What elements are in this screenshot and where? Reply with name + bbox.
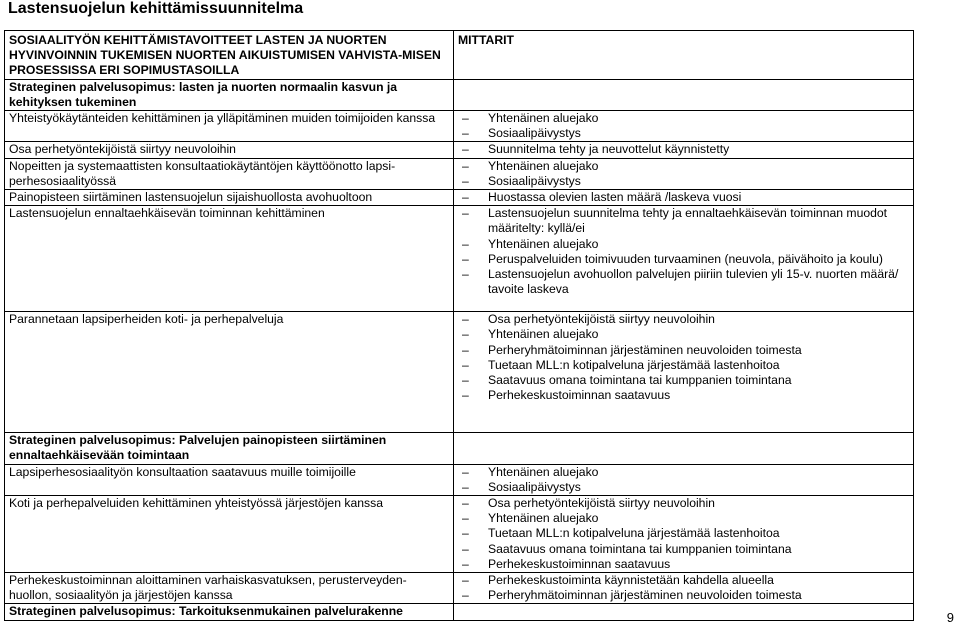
metric-text: Perhekeskustoiminnan saatavuus xyxy=(488,556,671,571)
metric-text: Yhtenäinen aluejako xyxy=(488,511,599,526)
metric-item xyxy=(458,327,909,342)
dash-bullet-icon: – xyxy=(462,111,469,126)
dash-bullet-icon: – xyxy=(462,588,469,603)
metric-text: Saatavuus omana toimintana tai kumppanien toimintana xyxy=(488,541,792,556)
table-row xyxy=(5,464,914,495)
section-row xyxy=(5,79,914,110)
metric-text: Perheryhmätoiminnan järjestäminen neuvoloiden toimesta xyxy=(488,588,802,603)
dash-bullet-icon: – xyxy=(462,173,469,188)
goal-cell: Nopeitten ja systemaattisten konsultaatiokäytäntöjen käyttöönotto lapsi-perhesosiaalityössä xyxy=(5,158,454,189)
metric-text: Sosiaalipäivystys xyxy=(488,126,581,141)
metric-item xyxy=(458,252,909,267)
metric-text: Perhekeskustoiminta käynnistetään kahdella alueella xyxy=(488,573,774,588)
metric-text: Sosiaalipäivystys xyxy=(488,479,581,494)
metric-text: Perheryhmätoiminnan järjestäminen neuvoloiden toimesta xyxy=(488,342,802,357)
table-row xyxy=(5,573,914,604)
dash-bullet-icon: – xyxy=(462,541,469,556)
metric-item xyxy=(458,373,909,388)
header-metrics-cell: MITTARIT xyxy=(454,31,914,80)
metric-item xyxy=(458,126,909,141)
dash-bullet-icon: – xyxy=(462,236,469,251)
metric-text: Lastensuojelun suunnitelma tehty ja ennaltaehkäisevän toiminnan muodot määritelty: kyllä/ei xyxy=(488,206,888,236)
metric-item xyxy=(458,573,909,588)
metric-item xyxy=(458,343,909,358)
metric-text: Lastensuojelun avohuollon palvelujen piiriin tulevien yli 15-v. nuorten määrä/ tavoite laskeva xyxy=(488,267,899,297)
dash-bullet-icon: – xyxy=(462,573,469,588)
dash-bullet-icon: – xyxy=(462,327,469,342)
goal-cell: Koti ja perhepalveluiden kehittäminen yhteistyössä järjestöjen kanssa xyxy=(5,496,454,573)
dash-bullet-icon: – xyxy=(462,267,469,282)
dash-bullet-icon: – xyxy=(462,142,469,157)
dash-bullet-icon: – xyxy=(462,388,469,403)
dash-bullet-icon: – xyxy=(462,511,469,526)
page-title: Lastensuojelun kehittämissuunnitelma xyxy=(8,0,304,17)
metric-item xyxy=(458,174,909,189)
metrics-cell xyxy=(454,79,914,110)
table-row xyxy=(5,190,914,206)
metric-item xyxy=(458,237,909,252)
dash-bullet-icon: – xyxy=(462,312,469,327)
metric-text: Yhtenäinen aluejako xyxy=(488,111,599,126)
metrics-cell xyxy=(454,158,914,189)
dash-bullet-icon: – xyxy=(462,496,469,511)
table-row xyxy=(5,142,914,158)
metric-text: Yhtenäinen aluejako xyxy=(488,236,599,251)
table-row xyxy=(5,111,914,142)
metric-item xyxy=(458,142,909,157)
section-row xyxy=(5,433,914,464)
metric-item xyxy=(458,312,909,327)
metric-item xyxy=(458,465,909,480)
metric-text: Tuetaan MLL:n kotipalveluna järjestämää lastenhoitoa xyxy=(488,526,780,541)
page-number: 9 xyxy=(946,610,954,625)
goal-cell: Painopisteen siirtäminen lastensuojelun sijaishuollosta avohuoltoon xyxy=(5,190,454,206)
metric-text: Perhekeskustoiminnan saatavuus xyxy=(488,388,671,403)
metrics-cell xyxy=(454,464,914,495)
metrics-cell xyxy=(454,206,914,312)
metric-item xyxy=(458,526,909,541)
metric-item xyxy=(458,542,909,557)
metric-item xyxy=(458,557,909,572)
metric-text: Osa perhetyöntekijöistä siirtyy neuvoloihin xyxy=(488,312,715,327)
dash-bullet-icon: – xyxy=(462,190,469,205)
section-heading-cell: Strateginen palvelusopimus: Palvelujen painopisteen siirtäminen ennaltaehkäisevään toimintaan xyxy=(5,433,454,464)
metric-text: Peruspalveluiden toimivuuden turvaaminen (neuvola, päivähoito ja koulu) xyxy=(488,251,883,266)
metrics-cell xyxy=(454,433,914,464)
metric-text: Yhtenäinen aluejako xyxy=(488,327,599,342)
metrics-list xyxy=(458,142,909,157)
metric-item xyxy=(458,358,909,373)
table-body xyxy=(5,31,914,621)
development-plan-table xyxy=(4,30,914,621)
dash-bullet-icon: – xyxy=(462,526,469,541)
table-row xyxy=(5,312,914,433)
metrics-cell xyxy=(454,496,914,573)
dash-bullet-icon: – xyxy=(462,357,469,372)
dash-bullet-icon: – xyxy=(462,464,469,479)
metrics-list xyxy=(458,159,909,189)
section-row xyxy=(5,604,914,620)
metric-text: Suunnitelma tehty ja neuvottelut käynnistetty xyxy=(488,142,730,157)
metric-item xyxy=(458,190,909,205)
metric-item xyxy=(458,588,909,603)
header-goals-cell: SOSIAALITYÖN KEHITTÄMISTAVOITTEET LASTEN JA NUORTEN HYVINVOINNIN TUKEMISEN NUORTEN AIKUISTUMISEN VAHVISTA-MISEN PROSESSISSA ERI SOPIMUSTASOILLA xyxy=(5,31,454,80)
goal-cell: Perhekeskustoiminnan aloittaminen varhaiskasvatuksen, perusterveyden-huollon, sosiaalityön ja järjestöjen kanssa xyxy=(5,573,454,604)
table-row xyxy=(5,496,914,573)
dash-bullet-icon: – xyxy=(462,158,469,173)
metrics-cell xyxy=(454,190,914,206)
goal-cell: Osa perhetyöntekijöistä siirtyy neuvoloihin xyxy=(5,142,454,158)
metric-text: Yhtenäinen aluejako xyxy=(488,464,599,479)
metrics-list xyxy=(458,206,909,297)
goal-cell: Lapsiperhesosiaalityön konsultaation saatavuus muille toimijoille xyxy=(5,464,454,495)
metric-item xyxy=(458,206,909,236)
dash-bullet-icon: – xyxy=(462,556,469,571)
metrics-cell xyxy=(454,111,914,142)
metric-item xyxy=(458,267,909,297)
metric-text: Huostassa olevien lasten määrä /laskeva vuosi xyxy=(488,190,742,205)
goal-cell: Parannetaan lapsiperheiden koti- ja perhepalveluja xyxy=(5,312,454,433)
metrics-cell xyxy=(454,604,914,620)
dash-bullet-icon: – xyxy=(462,479,469,494)
metric-item xyxy=(458,496,909,511)
metric-item xyxy=(458,511,909,526)
section-heading-cell: Strateginen palvelusopimus: lasten ja nuorten normaalin kasvun ja kehityksen tukeminen xyxy=(5,79,454,110)
metrics-list xyxy=(458,496,909,572)
metric-text: Tuetaan MLL:n kotipalveluna järjestämää lastenhoitoa xyxy=(488,357,780,372)
dash-bullet-icon: – xyxy=(462,373,469,388)
metric-text: Saatavuus omana toimintana tai kumppanien toimintana xyxy=(488,373,792,388)
metrics-cell xyxy=(454,312,914,433)
metrics-list xyxy=(458,312,909,403)
goal-cell: Lastensuojelun ennaltaehkäisevän toiminnan kehittäminen xyxy=(5,206,454,312)
metric-text: Osa perhetyöntekijöistä siirtyy neuvoloihin xyxy=(488,496,715,511)
metrics-list xyxy=(458,465,909,495)
dash-bullet-icon: – xyxy=(462,126,469,141)
table-row xyxy=(5,158,914,189)
metric-item xyxy=(458,159,909,174)
dash-bullet-icon: – xyxy=(462,342,469,357)
metric-text: Yhtenäinen aluejako xyxy=(488,158,599,173)
metrics-list xyxy=(458,111,909,141)
metrics-list xyxy=(458,573,909,603)
metric-item xyxy=(458,111,909,126)
dash-bullet-icon: – xyxy=(462,251,469,266)
table-header-row xyxy=(5,31,914,80)
metrics-cell xyxy=(454,142,914,158)
metrics-list xyxy=(458,190,909,205)
goal-cell: Yhteistyökäytänteiden kehittäminen ja ylläpitäminen muiden toimijoiden kanssa xyxy=(5,111,454,142)
dash-bullet-icon: – xyxy=(462,206,469,221)
metric-text: Sosiaalipäivystys xyxy=(488,173,581,188)
section-heading-cell: Strateginen palvelusopimus: Tarkoituksenmukainen palvelurakenne xyxy=(5,604,454,620)
metrics-cell xyxy=(454,573,914,604)
metric-item xyxy=(458,480,909,495)
metric-item xyxy=(458,388,909,403)
table-row xyxy=(5,206,914,312)
